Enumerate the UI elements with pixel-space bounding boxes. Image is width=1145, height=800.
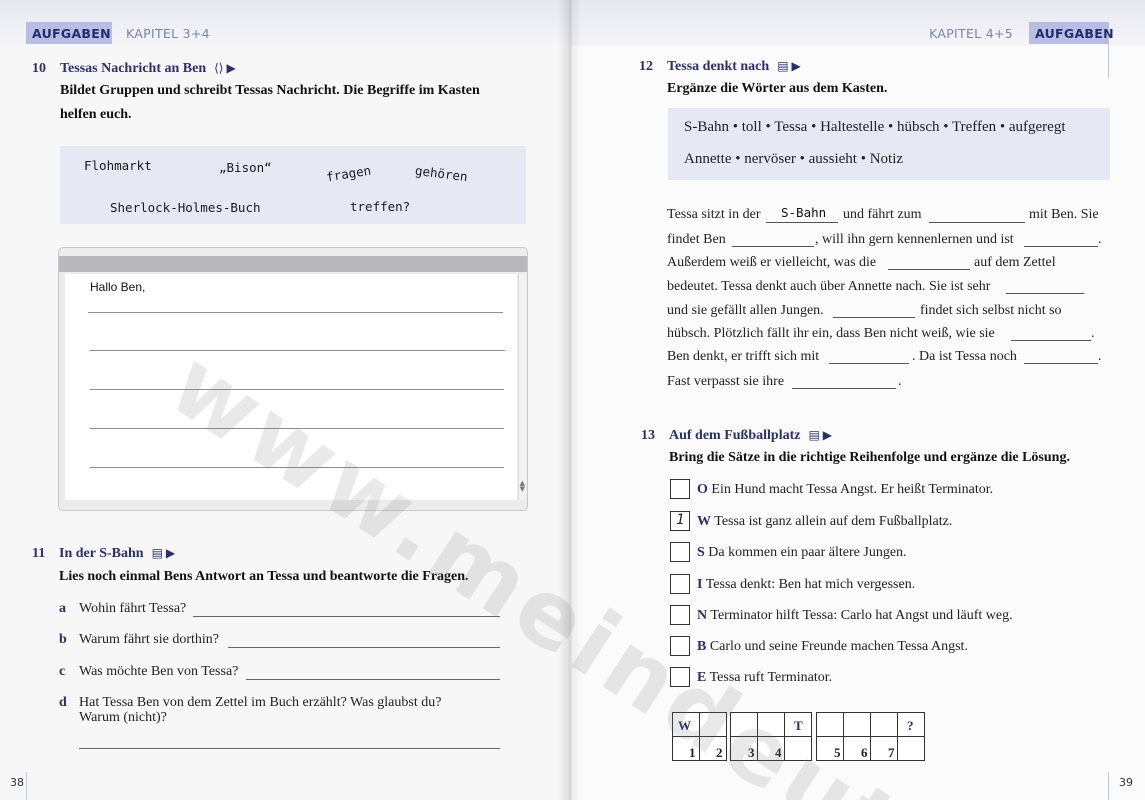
ex12-box-line1: S-Bahn • toll • Tessa • Haltestelle • hübsch • Treffen • aufgeregt: [684, 119, 1066, 135]
right-margin-line-top: [1108, 44, 1109, 78]
scroll-arrows-icon[interactable]: ▲ ▼: [519, 479, 525, 493]
ex10-word-bison: „Bison“: [219, 160, 272, 175]
cloze-blank[interactable]: [888, 269, 970, 270]
cloze-line7-c: .: [1098, 349, 1102, 364]
ex13-instruction: Bring die Sätze in die richtige Reihenfolge und ergänze die Lösung.: [669, 450, 1070, 465]
cloze-line4-a: bedeutet. Tessa denkt auch über Annette nach. Sie ist sehr: [667, 279, 991, 294]
cloze-blank[interactable]: [1011, 340, 1091, 341]
ex13-number: 13: [641, 428, 655, 443]
order-checkbox-s[interactable]: [670, 542, 690, 562]
cloze-line3-a: Außerdem weiß er vielleicht, was die: [667, 255, 877, 270]
message-greeting: Hallo Ben,: [90, 280, 146, 294]
message-scrollbar[interactable]: [518, 274, 526, 500]
sentence-o: O Ein Hund macht Tessa Angst. Er heißt Terminator.: [697, 482, 994, 497]
cloze-filled-example: S-Bahn: [781, 205, 827, 220]
answer-line-b[interactable]: [228, 647, 500, 648]
left-section-tag: AUFGABEN: [26, 22, 112, 44]
cloze-blank[interactable]: [1006, 293, 1084, 294]
ex12-instruction: Ergänze die Wörter aus dem Kasten.: [667, 81, 888, 96]
cloze-blank[interactable]: [1024, 363, 1098, 364]
ex12-title-text: Tessa denkt nach: [667, 59, 770, 74]
cloze-blank[interactable]: [792, 388, 896, 389]
right-chapter-label: KAPITEL 4+5: [929, 26, 1013, 41]
cloze-line6-b: .: [1091, 326, 1095, 341]
left-chapter-label: KAPITEL 3+4: [126, 26, 210, 41]
ex11-title-text: In der S-Bahn: [59, 546, 144, 561]
solution-number: 1: [689, 745, 696, 760]
sentence-b: B Carlo und seine Freunde machen Tessa Angst.: [697, 639, 968, 654]
cloze-blank[interactable]: [833, 317, 915, 318]
answer-line-d[interactable]: [79, 748, 500, 749]
cloze-line1-a: Tessa sitzt in der: [667, 207, 761, 222]
solution-letter-w: W: [678, 718, 691, 733]
question-letter-b: b: [59, 632, 67, 647]
ex11-title: [59, 546, 175, 562]
ex10-instruction-line2: helfen euch.: [60, 107, 132, 122]
cloze-blank[interactable]: [1024, 246, 1098, 247]
solution-question-mark: ?: [907, 718, 914, 733]
document-icon[interactable]: ▤ ▶: [808, 428, 833, 442]
cloze-blank[interactable]: [732, 246, 814, 247]
ex11-instruction: Lies noch einmal Bens Antwort an Tessa und beantworte die Fragen.: [59, 569, 469, 584]
ex13-title-text: Auf dem Fußballplatz: [669, 428, 801, 443]
cloze-line1-b: und fährt zum: [843, 207, 922, 222]
solution-number: 2: [716, 745, 723, 760]
ex10-title: [60, 61, 236, 77]
cloze-line2-b: , will ihn gern kennenlernen und ist: [815, 232, 1014, 247]
solution-number: 6: [861, 745, 868, 760]
order-checkbox-o[interactable]: [670, 479, 690, 499]
ex12-number: 12: [639, 59, 653, 74]
solution-number: 5: [834, 745, 841, 760]
message-frame-titlebar: [59, 256, 527, 272]
cloze-line2-c: .: [1098, 232, 1102, 247]
question-letter-d: d: [59, 695, 67, 710]
solution-cell[interactable]: [870, 712, 898, 737]
cloze-line8-b: .: [898, 374, 902, 389]
question-d-text: Hat Tessa Ben von dem Zettel im Buch erzählt? Was glaubst du?: [79, 695, 442, 710]
solution-number: 7: [888, 745, 895, 760]
solution-letter-t: T: [794, 718, 803, 733]
question-letter-a: a: [59, 601, 66, 616]
sentence-s: S Da kommen ein paar ältere Jungen.: [697, 545, 907, 560]
solution-cell[interactable]: [843, 712, 871, 737]
ex12-box-line2: Annette • nervöser • aussieht • Notiz: [684, 151, 904, 167]
question-letter-c: c: [59, 664, 66, 679]
ex10-number: 10: [32, 61, 46, 76]
sentence-n: N Terminator hilft Tessa: Carlo hat Angst und läuft weg.: [697, 608, 1013, 623]
ex10-title-text: Tessas Nachricht an Ben: [60, 61, 207, 76]
ex10-word-gehoeren: gehören: [414, 162, 469, 185]
order-checkbox-i[interactable]: [670, 574, 690, 594]
cloze-line2-a: findet Ben: [667, 232, 726, 247]
sentence-i: I Tessa denkt: Ben hat mich vergessen.: [697, 577, 916, 592]
cloze-blank[interactable]: [929, 222, 1025, 223]
cloze-blank[interactable]: [829, 363, 909, 364]
left-margin-line: [26, 772, 27, 800]
ex10-word-flohmarkt: Flohmarkt: [84, 158, 152, 173]
cloze-line6-a: hübsch. Plötzlich fällt ihr ein, dass Ben nicht weiß, wie sie: [667, 326, 995, 341]
solution-number: 3: [748, 745, 755, 760]
ex12-title: [667, 59, 801, 75]
writing-line: [88, 312, 503, 313]
document-icon[interactable]: ▤ ▶: [777, 59, 801, 73]
cloze-line5-b: findet sich selbst nicht so: [920, 303, 1062, 318]
solution-number: 4: [775, 745, 782, 760]
left-page-number: 38: [10, 776, 24, 789]
ex10-instruction: [60, 79, 480, 127]
question-c-text: Was möchte Ben von Tessa?: [79, 664, 239, 679]
ex10-word-treffen: treffen?: [350, 199, 411, 214]
document-icon[interactable]: ▤ ▶: [151, 546, 176, 560]
ex10-word-sherlock: Sherlock-Holmes-Buch: [110, 200, 261, 215]
cloze-line5-a: und sie gefällt allen Jungen.: [667, 303, 824, 318]
ex10-word-fragen: fragen: [325, 162, 373, 185]
audio-icon[interactable]: ⟨⟩ ▶: [214, 61, 236, 75]
question-b-text: Warum fährt sie dorthin?: [79, 632, 219, 647]
question-d-text2: Warum (nicht)?: [79, 710, 167, 725]
question-a-text: Wohin fährt Tessa?: [79, 601, 187, 616]
cloze-line7-a: Ben denkt, er trifft sich mit: [667, 349, 820, 364]
solution-cell[interactable]: [897, 736, 925, 761]
cloze-line3-b: auf dem Zettel: [974, 255, 1056, 270]
cloze-line7-b: . Da ist Tessa noch: [912, 349, 1017, 364]
cloze-line1-c: mit Ben. Sie: [1029, 207, 1099, 222]
right-margin-line-bottom: [1108, 772, 1109, 800]
writing-line: [90, 350, 505, 351]
sentence-w: W Tessa ist ganz allein auf dem Fußballplatz.: [697, 514, 953, 529]
ex13-title: [669, 428, 832, 444]
order-checkbox-n[interactable]: [670, 605, 690, 625]
right-section-tag: AUFGABEN: [1029, 22, 1109, 44]
cloze-blank[interactable]: [766, 222, 838, 223]
answer-line-c[interactable]: [246, 679, 500, 680]
cloze-line8-a: Fast verpasst sie ihre: [667, 374, 785, 389]
sentence-e: E Tessa ruft Terminator.: [697, 670, 833, 685]
right-page-number: 39: [1119, 776, 1133, 789]
order-checkbox-w[interactable]: 1: [670, 511, 690, 531]
ex11-number: 11: [32, 546, 46, 561]
ex10-instruction-line1: Bildet Gruppen und schreibt Tessas Nachricht. Die Begriffe im Kasten: [60, 83, 480, 98]
